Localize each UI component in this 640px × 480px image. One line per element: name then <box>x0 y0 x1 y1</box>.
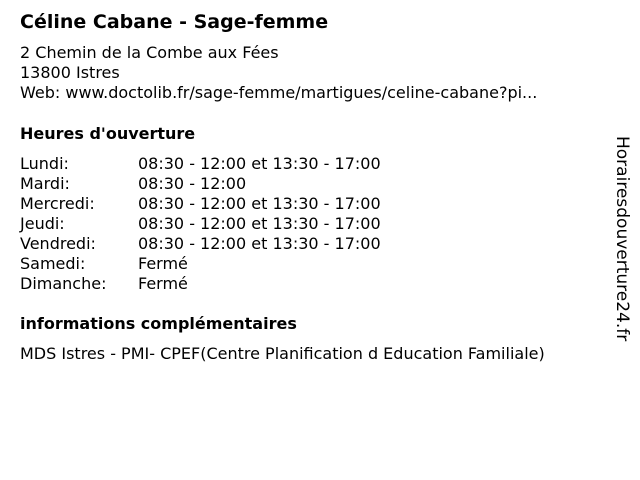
watermark-text: Horairesdouverture24.fr <box>612 136 632 342</box>
day-label: Dimanche: <box>20 274 107 293</box>
hours-row-thursday <box>20 214 381 234</box>
hours-row-tuesday <box>20 174 381 194</box>
address-web: Web: www.doctolib.fr/sage-femme/martigues/celine-cabane?pi... <box>20 83 538 102</box>
hours-value: Fermé <box>138 274 188 293</box>
day-label: Mercredi: <box>20 194 95 213</box>
address-city: 13800 Istres <box>20 63 120 82</box>
additional-info-heading: informations complémentaires <box>20 314 297 333</box>
page-title: Céline Cabane - Sage-femme <box>20 11 329 33</box>
day-label: Vendredi: <box>20 234 96 253</box>
opening-hours-heading: Heures d'ouverture <box>20 124 196 143</box>
hours-row-sunday <box>20 274 381 294</box>
address-block <box>20 43 537 103</box>
day-label: Jeudi: <box>20 214 65 233</box>
additional-info-text: MDS Istres - PMI- CPEF(Centre Planification d Education Familiale) <box>20 344 545 363</box>
site-watermark <box>608 136 636 376</box>
hours-value: 08:30 - 12:00 et 13:30 - 17:00 <box>138 154 381 173</box>
hours-value: 08:30 - 12:00 et 13:30 - 17:00 <box>138 194 381 213</box>
day-label: Lundi: <box>20 154 69 173</box>
address-street: 2 Chemin de la Combe aux Fées <box>20 43 279 62</box>
hours-row-monday <box>20 154 381 174</box>
hours-value: Fermé <box>138 254 188 273</box>
hours-value: 08:30 - 12:00 <box>138 174 247 193</box>
hours-row-friday <box>20 234 381 254</box>
hours-value: 08:30 - 12:00 et 13:30 - 17:00 <box>138 234 381 253</box>
hours-value: 08:30 - 12:00 et 13:30 - 17:00 <box>138 214 381 233</box>
day-label: Samedi: <box>20 254 86 273</box>
day-label: Mardi: <box>20 174 70 193</box>
opening-hours-table <box>20 154 381 294</box>
hours-row-saturday <box>20 254 381 274</box>
hours-row-wednesday <box>20 194 381 214</box>
